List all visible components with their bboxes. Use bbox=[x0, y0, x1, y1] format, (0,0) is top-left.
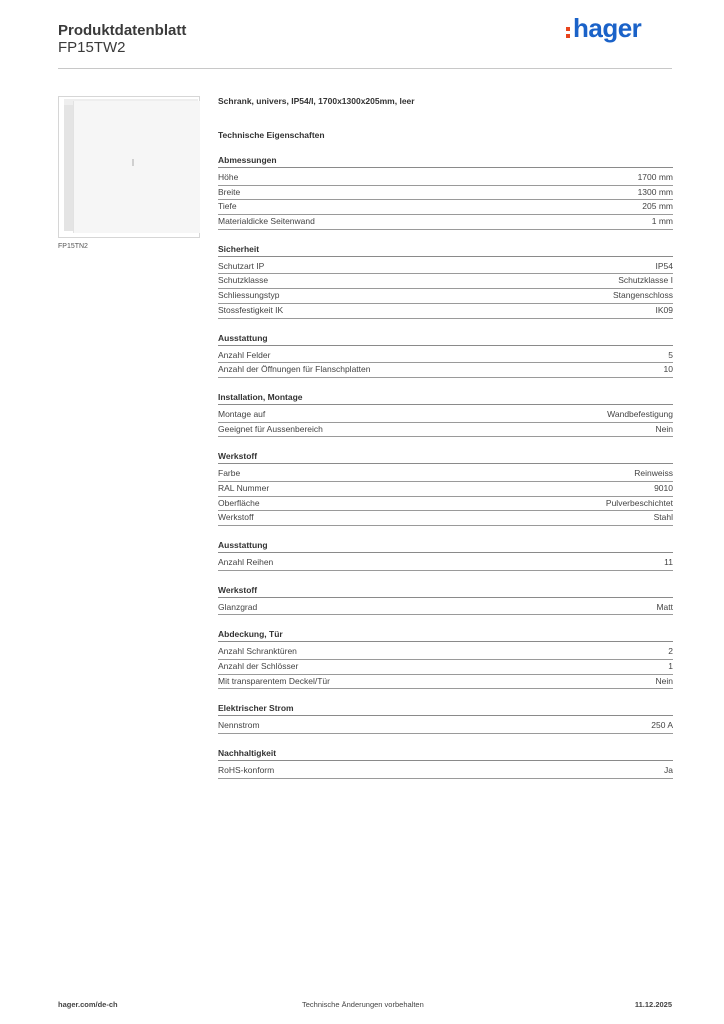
spec-value: 9010 bbox=[654, 482, 673, 493]
spec-group-title: Abdeckung, Tür bbox=[218, 629, 673, 642]
spec-row bbox=[218, 363, 673, 378]
spec-row bbox=[218, 304, 673, 319]
spec-value: Reinweiss bbox=[634, 468, 673, 479]
spec-label: Schutzart IP bbox=[218, 260, 265, 271]
logo-text: hager bbox=[573, 13, 642, 43]
header-divider bbox=[58, 68, 672, 69]
spec-value: 10 bbox=[663, 364, 673, 375]
spec-group-title: Installation, Montage bbox=[218, 392, 673, 405]
spec-label: Anzahl der Schlösser bbox=[218, 661, 299, 672]
spec-group-title: Ausstattung bbox=[218, 333, 673, 346]
spec-row bbox=[218, 171, 673, 186]
spec-label: Tiefe bbox=[218, 201, 237, 212]
spec-row bbox=[218, 660, 673, 675]
spec-row bbox=[218, 200, 673, 215]
spec-label: Höhe bbox=[218, 172, 239, 182]
spec-row bbox=[218, 719, 673, 734]
cabinet-front bbox=[73, 101, 200, 233]
spec-label: Schliessungstyp bbox=[218, 290, 280, 301]
spec-value: IK09 bbox=[655, 304, 673, 315]
spec-row bbox=[218, 186, 673, 201]
spec-row bbox=[218, 497, 673, 512]
spec-label: Montage auf bbox=[218, 408, 266, 419]
spec-label: Anzahl der Öffnungen für Flanschplatten bbox=[218, 364, 371, 375]
spec-label: Geeignet für Aussenbereich bbox=[218, 423, 323, 434]
footer-notice: Technische Änderungen vorbehalten bbox=[302, 1000, 424, 1009]
spec-label: RAL Nummer bbox=[218, 482, 270, 493]
spec-row bbox=[218, 556, 673, 571]
spec-row bbox=[218, 289, 673, 304]
spec-label: Oberfläche bbox=[218, 497, 260, 508]
spec-group-title: Ausstattung bbox=[218, 540, 673, 553]
spec-row bbox=[218, 482, 673, 497]
spec-value: Wandbefestigung bbox=[607, 408, 673, 419]
spec-label: Anzahl Reihen bbox=[218, 557, 274, 567]
spec-group-title: Abmessungen bbox=[218, 155, 673, 168]
spec-row bbox=[218, 215, 673, 230]
spec-group bbox=[218, 155, 673, 230]
product-image bbox=[58, 96, 200, 238]
spec-row bbox=[218, 511, 673, 526]
spec-group bbox=[218, 629, 673, 689]
spec-value: Stahl bbox=[653, 512, 673, 523]
spec-label: Stossfestigkeit IK bbox=[218, 304, 284, 315]
spec-group bbox=[218, 244, 673, 319]
spec-row bbox=[218, 645, 673, 660]
spec-value: Nein bbox=[655, 423, 673, 434]
spec-row bbox=[218, 408, 673, 423]
spec-label: Anzahl Schranktüren bbox=[218, 646, 297, 657]
spec-group-title: Nachhaltigkeit bbox=[218, 748, 673, 761]
spec-label: Schutzklasse bbox=[218, 275, 269, 286]
spec-value: Nein bbox=[655, 675, 673, 686]
spec-value: 205 mm bbox=[642, 201, 673, 212]
spec-group-title: Sicherheit bbox=[218, 244, 673, 257]
spec-row bbox=[218, 274, 673, 289]
spec-group bbox=[218, 392, 673, 437]
spec-label: Werkstoff bbox=[218, 512, 254, 523]
spec-row bbox=[218, 675, 673, 690]
spec-content bbox=[218, 96, 673, 779]
product-code: FP15TW2 bbox=[58, 39, 126, 56]
spec-group-title: Elektrischer Strom bbox=[218, 703, 673, 716]
spec-value: IP54 bbox=[655, 260, 673, 271]
spec-label: Glanzgrad bbox=[218, 601, 258, 612]
spec-group bbox=[218, 333, 673, 378]
spec-group bbox=[218, 585, 673, 616]
spec-groups bbox=[218, 155, 673, 779]
spec-label: Breite bbox=[218, 186, 241, 197]
spec-group bbox=[218, 703, 673, 734]
spec-value: Schutzklasse I bbox=[618, 275, 673, 286]
spec-row bbox=[218, 764, 673, 779]
hager-logo bbox=[566, 13, 656, 45]
spec-row bbox=[218, 601, 673, 616]
spec-label: Anzahl Felder bbox=[218, 349, 271, 360]
spec-value: Matt bbox=[656, 601, 673, 612]
spec-value: 2 bbox=[668, 646, 673, 657]
spec-value: Stangenschloss bbox=[612, 290, 673, 301]
spec-label: Nennstrom bbox=[218, 720, 260, 731]
spec-value: 1700 mm bbox=[637, 172, 673, 182]
spec-row bbox=[218, 423, 673, 438]
spec-label: Farbe bbox=[218, 468, 241, 479]
spec-label: RoHS-konform bbox=[218, 765, 275, 776]
document-header bbox=[58, 22, 186, 56]
image-caption: FP15TN2 bbox=[58, 243, 88, 250]
spec-label: Mit transparentem Deckel/Tür bbox=[218, 675, 330, 686]
spec-row bbox=[218, 260, 673, 275]
spec-value: 5 bbox=[668, 349, 673, 360]
spec-row bbox=[218, 349, 673, 364]
spec-row bbox=[218, 467, 673, 482]
footer-date: 11.12.2025 bbox=[634, 1000, 672, 1009]
spec-value: 11 bbox=[664, 557, 673, 567]
footer-website[interactable]: hager.com/de-ch bbox=[58, 1000, 118, 1009]
document-title: Produktdatenblatt bbox=[58, 22, 187, 39]
spec-group bbox=[218, 748, 673, 779]
product-description: Schrank, univers, IP54/I, 1700x1300x205mm, leer bbox=[218, 96, 415, 106]
spec-value: Ja bbox=[664, 765, 673, 776]
spec-label: Materialdicke Seitenwand bbox=[218, 216, 315, 227]
spec-value: Pulverbeschichtet bbox=[605, 497, 673, 508]
spec-value: 250 A bbox=[651, 720, 673, 731]
spec-group-title: Werkstoff bbox=[218, 451, 673, 464]
spec-value: 1 mm bbox=[651, 216, 673, 227]
spec-value: 1300 mm bbox=[637, 186, 673, 197]
spec-group-title: Werkstoff bbox=[218, 585, 673, 598]
section-title: Technische Eigenschaften bbox=[218, 130, 325, 140]
spec-group bbox=[218, 540, 673, 571]
logo-dots-icon bbox=[566, 27, 570, 41]
spec-value: 1 bbox=[668, 661, 673, 672]
cabinet-handle bbox=[132, 159, 134, 166]
spec-group bbox=[218, 451, 673, 526]
